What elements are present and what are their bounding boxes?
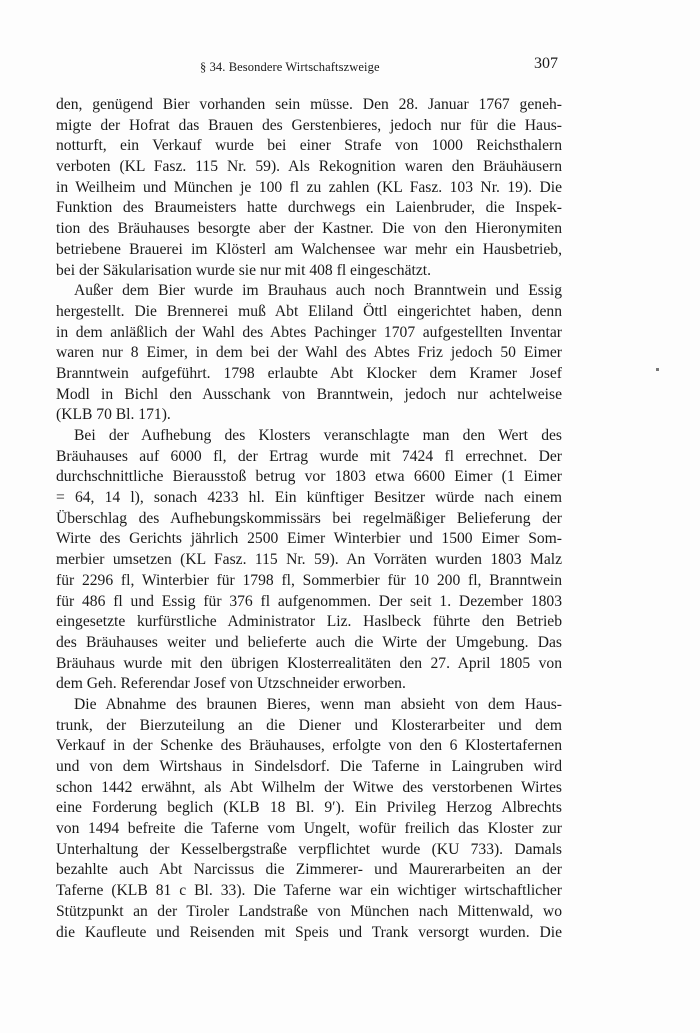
page-number: 307	[534, 55, 558, 72]
text-line: tion des Bräuhauses besorgte aber der Kastner. Die von den Hieronymiten	[56, 220, 562, 238]
body-text	[56, 95, 562, 943]
text-line: in Weilheim und München je 100 fl zu zahlen (KL Fasz. 103 Nr. 19). Die	[56, 178, 562, 196]
text-line: = 64, 14 l), sonach 4233 hl. Ein künftiger Besitzer würde nach einem	[56, 489, 562, 507]
text-line: trunk, der Bierzuteilung an die Diener und Klosterarbeiter und dem	[56, 716, 562, 734]
text-line: bei der Säkularisation wurde sie nur mit 408 fl eingeschätzt.	[56, 261, 432, 279]
text-line: Bräuhauses auf 6000 fl, der Ertrag wurde mit 7424 fl errechnet. Der	[56, 447, 562, 465]
text-line: bezahlte auch Abt Narcissus die Zimmerer- und Maurerarbeiten an der	[56, 861, 562, 879]
text-line: dem Geh. Referendar Josef von Utzschneider erworben.	[56, 675, 406, 693]
text-line: für 2296 fl, Winterbier für 1798 fl, Sommerbier für 10 200 fl, Branntwein	[56, 571, 562, 589]
text-line: Bräuhaus wurde mit den übrigen Klosterrealitäten den 27. April 1805 von	[56, 654, 562, 672]
text-line: des Bräuhauses weiter und belieferte auch die Wirte der Umgebung. Das	[56, 633, 562, 651]
text-line: von 1494 befreite die Taferne vom Ungelt, wofür freilich das Kloster zur	[56, 820, 562, 838]
text-line: eine Forderung beglich (KLB 18 Bl. 9′). Ein Privileg Herzog Albrechts	[56, 799, 562, 817]
margin-mark	[656, 368, 659, 371]
text-line: Modl in Bichl den Ausschank von Branntwein, jedoch nur achtelweise	[56, 385, 562, 403]
text-line: Die Abnahme des braunen Bieres, wenn man absieht von dem Haus-	[74, 695, 562, 713]
text-line: waren nur 8 Eimer, in dem bei der Wahl des Abtes Friz jedoch 50 Eimer	[56, 344, 562, 362]
text-line: und von dem Wirtshaus in Sindelsdorf. Die Taferne in Laingruben wird	[56, 758, 562, 775]
text-line: die Kaufleute und Reisenden mit Speis und Trank versorgt wurden. Die	[56, 923, 562, 941]
text-line: Unterhaltung der Kesselbergstraße verpflichtet wurde (KU 733). Damals	[56, 840, 562, 858]
text-line: Verkauf in der Schenke des Bräuhauses, erfolgte von den 6 Klostertafernen	[56, 737, 562, 755]
text-line: verboten (KL Fasz. 115 Nr. 59). Als Rekognition waren den Bräuhäusern	[56, 158, 562, 176]
text-line: Bei der Aufhebung des Klosters veranschlagte man den Wert des	[74, 427, 562, 444]
text-line: Außer dem Bier wurde im Brauhaus auch noch Branntwein und Essig	[74, 282, 562, 300]
text-line: migte der Hofrat das Brauen des Gerstenbieres, jedoch nur für die Haus-	[56, 116, 562, 134]
text-line: betriebene Brauerei im Klösterl am Walchensee war mehr ein Hausbetrieb,	[56, 240, 562, 258]
text-line: schon 1442 erwähnt, als Abt Wilhelm der Witwe des verstorbenen Wirtes	[56, 778, 562, 796]
text-line: (KLB 70 Bl. 171).	[56, 406, 171, 424]
text-line: Stützpunkt an der Tiroler Landstraße von München nach Mittenwald, wo	[56, 902, 562, 920]
text-line: notturft, ein Verkauf wurde bei einer Strafe von 1000 Reichsthalern	[56, 137, 562, 155]
text-line: Funktion des Braumeisters hatte durchwegs ein Laienbruder, die Inspek-	[56, 199, 562, 217]
text-line: durchschnittliche Bierausstoß betrug vor 1803 etwa 6600 Eimer (1 Eimer	[56, 468, 562, 486]
running-head: § 34. Besondere Wirtschaftszweige	[200, 60, 380, 74]
text-line: für 486 fl und Essig für 376 fl aufgenommen. Der seit 1. Dezember 1803	[56, 592, 562, 610]
text-line: merbier umsetzen (KL Fasz. 115 Nr. 59). An Vorräten wurden 1803 Malz	[56, 551, 562, 569]
text-line: in dem anläßlich der Wahl des Abtes Pachinger 1707 aufgestellten Inventar	[56, 323, 562, 341]
text-line: hergestellt. Die Brennerei muß Abt Eliland Öttl eingerichtet haben, denn	[56, 302, 562, 320]
text-line: eingesetzte kurfürstliche Administrator Liz. Haslbeck führte den Betrieb	[56, 613, 562, 631]
text-line: Branntwein aufgeführt. 1798 erlaubte Abt Klocker dem Kramer Josef	[56, 364, 562, 382]
text-line: Überschlag des Aufhebungskommissärs bei regelmäßiger Belieferung der	[56, 509, 562, 527]
text-line: Wirte des Gerichts jährlich 2500 Eimer Winterbier und 1500 Eimer Som-	[56, 530, 562, 548]
text-line: Taferne (KLB 81 c Bl. 33). Die Taferne war ein wichtiger wirtschaftlicher	[56, 882, 562, 900]
text-line: den, genügend Bier vorhanden sein müsse. Den 28. Januar 1767 geneh-	[56, 96, 562, 113]
